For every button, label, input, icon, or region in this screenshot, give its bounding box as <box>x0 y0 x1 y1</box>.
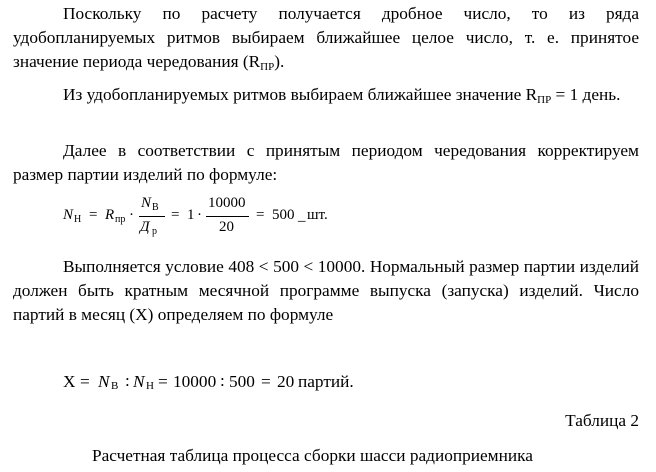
formula2-n2: N <box>133 372 145 391</box>
formula1-num: N <box>141 195 152 211</box>
paragraph-rhythm-choice: Поскольку по расчету получается дробное число, то из ряда удобопланируемых ритмов выбираем ближайшее целое число, т. е. принятое значение периода чередования $(R_{ПР})$. <box>13 4 639 73</box>
table-label: Таблица 2 <box>565 411 639 430</box>
formula2-eq3: = <box>261 372 271 391</box>
formula1-eq2: = <box>171 207 180 223</box>
formula1-eq3: = <box>256 207 265 223</box>
formula-batch-size <box>63 195 423 245</box>
formula1-den2: 20 <box>219 219 234 235</box>
formula1-dot2: · <box>197 207 202 223</box>
formula2-b: 500 <box>229 372 255 391</box>
formula1-underscore: _ <box>298 208 306 224</box>
paragraph-rpr-value: Из удобопланируемых ритмов выбираем ближайшее значение $R_{ПР} = 1$ день. <box>63 85 621 106</box>
formula2-eq2: = <box>158 372 168 391</box>
formula1-one: 1 <box>187 207 195 223</box>
formula2-n1-sub: В <box>111 380 119 392</box>
formula1-lhs: N <box>63 207 74 223</box>
formula1-den-sub: р <box>152 226 157 237</box>
formula2-colon1: : <box>125 371 130 390</box>
table-caption: Расчетная таблица процесса сборки шасси радиоприемника <box>92 446 533 465</box>
formula1-eq1: = <box>89 207 98 223</box>
formula2-eq1: = <box>80 372 90 391</box>
formula2-n2-sub: Н <box>146 380 154 392</box>
formula2-unit: партий. <box>298 372 354 391</box>
formula1-fraction-line-1 <box>139 216 165 217</box>
formula1-num2: 10000 <box>208 195 246 211</box>
formula-batch-count <box>63 370 383 400</box>
formula2-n1: N <box>98 372 110 391</box>
formula2-x: Х <box>63 372 76 391</box>
formula1-unit: шт. <box>307 207 328 223</box>
formula1-r: R <box>105 207 115 223</box>
formula1-fraction-line-2 <box>206 216 249 217</box>
formula1-num-sub: В <box>152 202 159 213</box>
formula2-result: 20 <box>277 372 295 391</box>
formula1-dot1: · <box>129 207 134 223</box>
paragraph-batch-correction: Далее в соответствии с принятым периодом чередования корректируем размер партии изделий по формуле: <box>13 141 639 184</box>
formula2-a: 10000 <box>173 372 217 391</box>
formula1-den: Д <box>140 219 150 235</box>
formula2-colon2: : <box>220 371 225 390</box>
formula1-result: 500 <box>272 207 295 223</box>
formula1-r-sub: пр <box>115 214 126 225</box>
paragraph-batches-per-month: Выполняется условие 408 < 500 < 10000. Нормальный размер партии изделий должен быть кратным месячной программе выпуска (запуска) изделий. Число партий в месяц (Х) определяем по формуле <box>13 257 639 324</box>
formula1-lhs-sub: Н <box>74 214 82 225</box>
